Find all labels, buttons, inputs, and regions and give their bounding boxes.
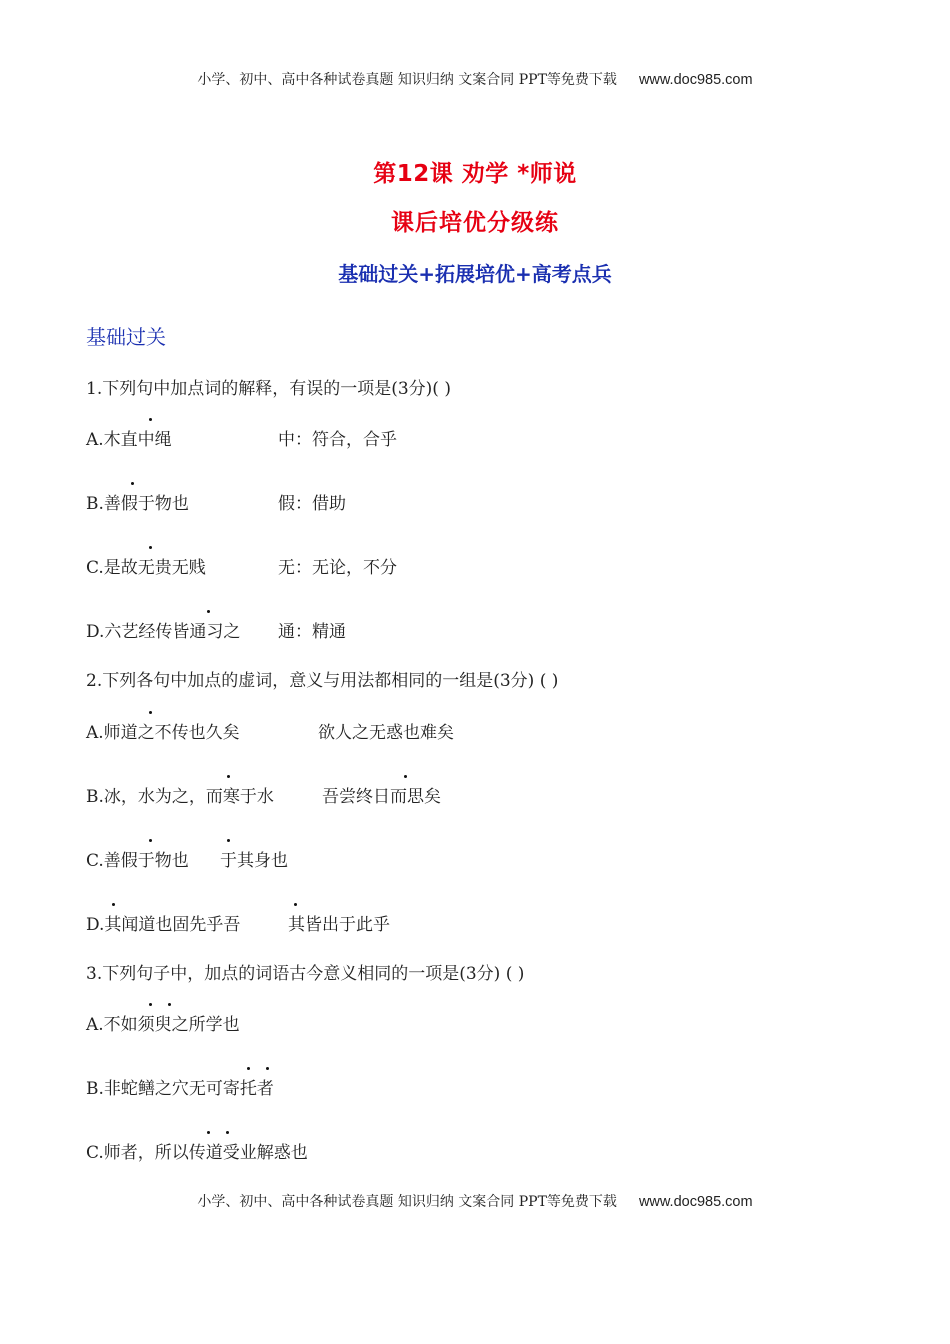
emphasis-dot [207,1131,210,1134]
emphasis-dot [112,903,115,906]
header-text: 小学、初中、高中各种试卷真题 知识归纳 文案合同 PPT等免费下载 [197,72,617,88]
emphasis-dot [227,839,230,842]
page-header [0,69,950,89]
question-1-stem: 1.下列句中加点词的解释，有误的一项是(3分)( ) [86,379,451,399]
emphasis-dot [294,903,297,906]
question-1-option-a: A.木直中绳 [86,430,172,450]
emphasis-dot [207,610,210,613]
emphasis-dot [149,839,152,842]
question-1-option-d-note: 通：精通 [278,622,346,642]
header-site-link[interactable]: www.doc985.com [638,72,753,88]
footer-site-link[interactable]: www.doc985.com [638,1194,753,1210]
emphasis-dot [149,418,152,421]
exercise-subtitle: 基础过关+拓展培优+高考点兵 [338,262,612,286]
emphasis-dot [149,546,152,549]
question-1-option-c-note: 无：无论，不分 [278,558,397,578]
lesson-title: 第12课 劝学 *师说 [373,161,577,187]
emphasis-dot [168,1003,171,1006]
question-3-option-a: A.不如须臾之所学也 [86,1015,240,1035]
emphasis-dot [227,775,230,778]
emphasis-dot [226,1131,229,1134]
question-1-option-c: C.是故无贵无贱 [86,558,206,578]
emphasis-dot [404,775,407,778]
page-footer [0,1191,950,1211]
question-1-option-d: D.六艺经传皆通习之 [86,622,241,642]
question-2-option-c-note: 于其身也 [220,851,288,871]
footer-text: 小学、初中、高中各种试卷真题 知识归纳 文案合同 PPT等免费下载 [197,1194,617,1210]
question-3-option-c: C.师者，所以传道受业解惑也 [86,1143,308,1163]
question-3-stem: 3.下列句子中，加点的词语古今意义相同的一项是(3分) ( ) [86,964,525,984]
question-1-option-a-note: 中：符合，合乎 [278,430,397,450]
question-3-option-b: B.非蛇鳝之穴无可寄托者 [86,1079,274,1099]
emphasis-dot [149,711,152,714]
question-2-option-c: C.善假于物也 [86,851,189,871]
section-heading: 基础过关 [86,325,166,349]
exercise-title: 课后培优分级练 [391,210,559,236]
question-2-option-b-note: 吾尝终日而思矣 [322,787,441,807]
question-1-option-b: B.善假于物也 [86,494,189,514]
question-1-option-b-note: 假：借助 [278,494,346,514]
question-2-option-d-note: 其皆出于此乎 [288,915,390,935]
question-2-option-a: A.师道之不传也久矣 [86,723,240,743]
emphasis-dot [266,1067,269,1070]
question-2-option-d: D.其闻道也固先乎吾 [86,915,241,935]
emphasis-dot [247,1067,250,1070]
emphasis-dot [131,482,134,485]
question-2-option-b: B.冰，水为之，而寒于水 [86,787,274,807]
question-2-option-a-note: 欲人之无惑也难矣 [318,723,454,743]
emphasis-dot [149,1003,152,1006]
question-2-stem: 2.下列各句中加点的虚词，意义与用法都相同的一组是(3分) ( ) [86,671,559,691]
